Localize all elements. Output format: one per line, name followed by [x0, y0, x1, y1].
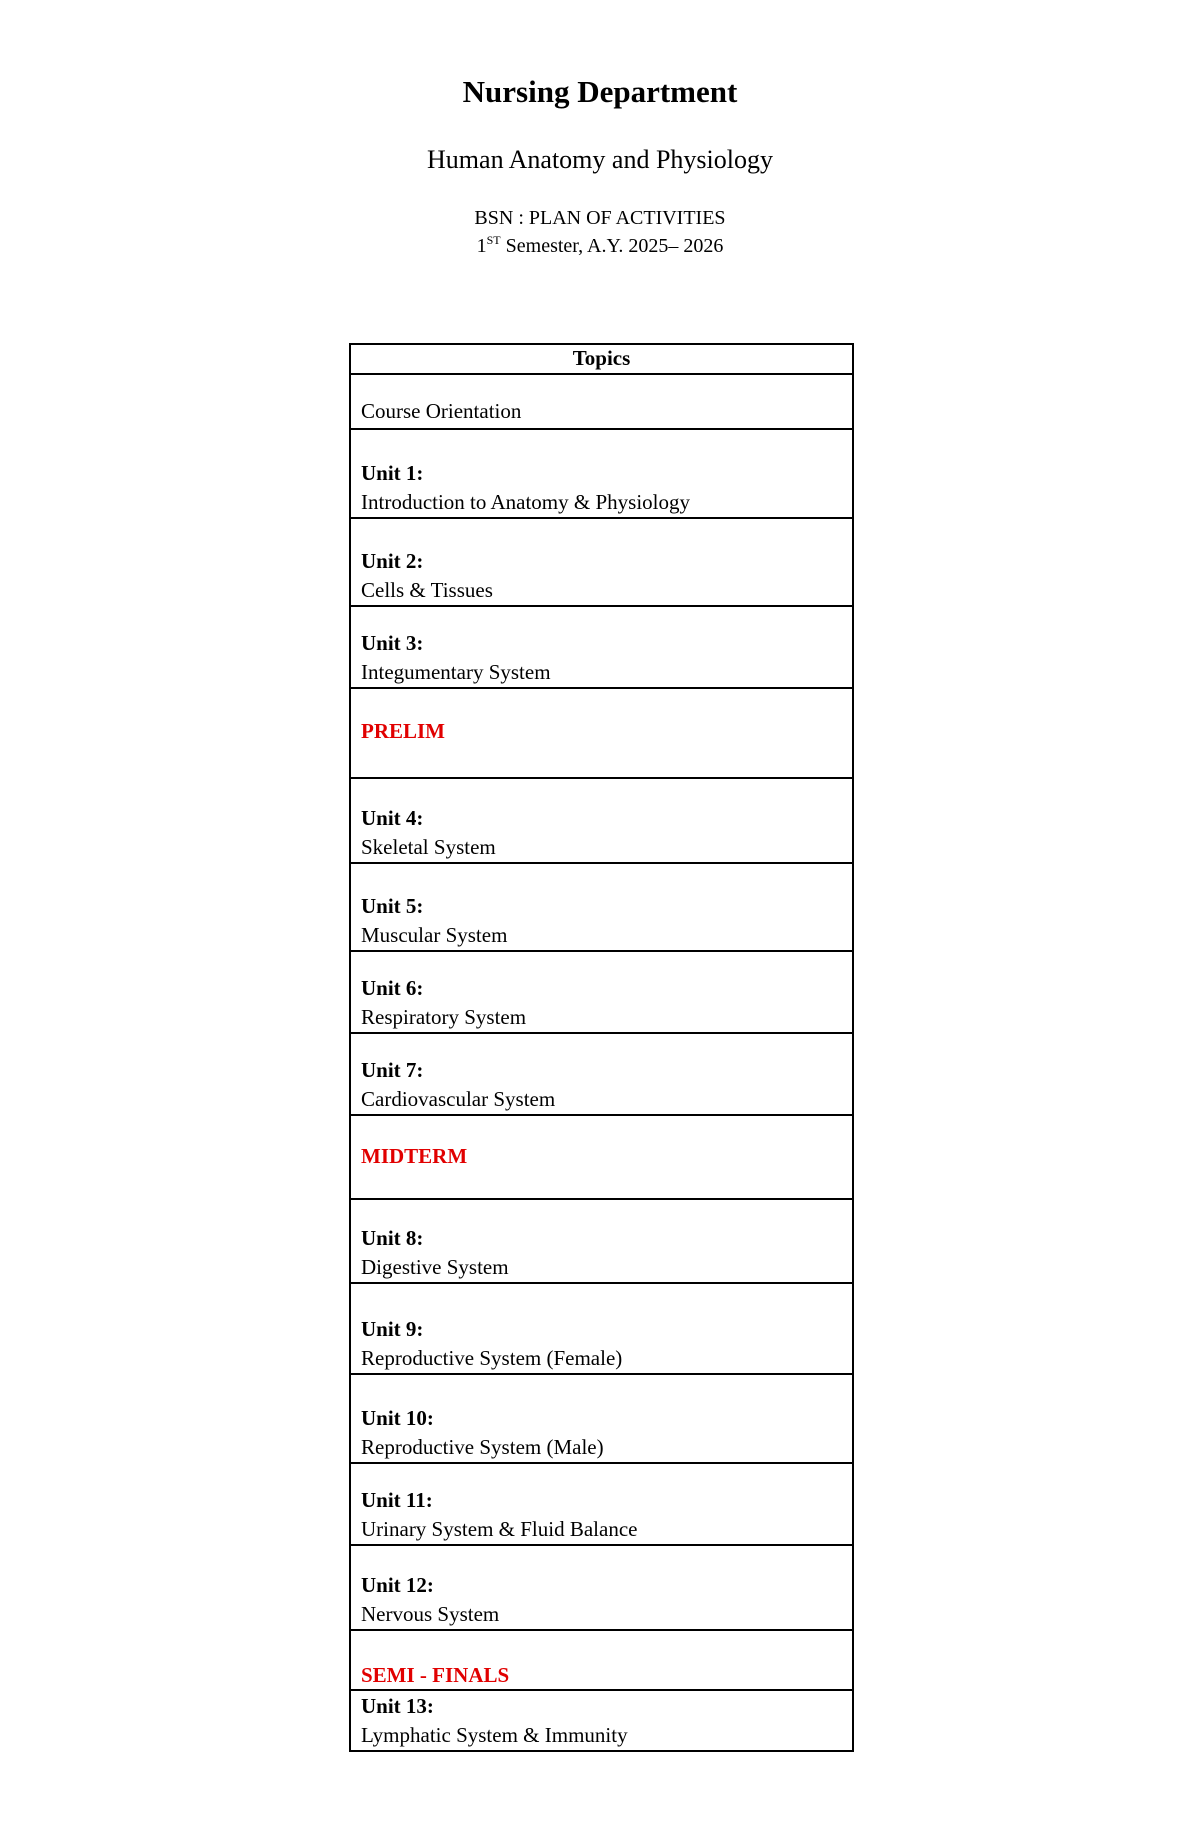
- topics-table: [349, 343, 854, 1752]
- unit-label: Unit 10:: [361, 1406, 434, 1430]
- topic-label: Introduction to Anatomy & Physiology: [361, 490, 690, 514]
- table-header-label: Topics: [572, 346, 631, 370]
- table-row-unit-8: [351, 1200, 852, 1284]
- table-row-unit-1: [351, 430, 852, 519]
- table-row-unit-11: [351, 1464, 852, 1546]
- table-row-unit-2: [351, 519, 852, 607]
- table-row-unit-7: [351, 1034, 852, 1116]
- table-row-unit-13: [351, 1691, 852, 1750]
- semester-line: [0, 235, 1200, 258]
- department-title: Nursing Department: [462, 74, 738, 109]
- topic-label: Skeletal System: [361, 835, 496, 859]
- unit-cell: [361, 974, 526, 1032]
- unit-label: Unit 1:: [361, 461, 424, 485]
- unit-cell: [361, 1404, 604, 1462]
- unit-label: Unit 7:: [361, 1058, 424, 1082]
- unit-label: Unit 9:: [361, 1317, 424, 1341]
- unit-label: Unit 6:: [361, 976, 424, 1000]
- topic-label: Digestive System: [361, 1255, 509, 1279]
- unit-label: Unit 5:: [361, 894, 424, 918]
- table-header: [351, 345, 852, 375]
- topic-label: Muscular System: [361, 923, 508, 947]
- table-row-unit-4: [351, 779, 852, 864]
- unit-cell: [361, 1692, 628, 1750]
- topic-label: Cells & Tissues: [361, 578, 493, 602]
- unit-cell: [361, 1571, 499, 1629]
- topic-label: Lymphatic System & Immunity: [361, 1723, 628, 1747]
- topic-label: Respiratory System: [361, 1005, 527, 1029]
- topic-label: Reproductive System (Female): [361, 1346, 623, 1370]
- table-row-unit-10: [351, 1375, 852, 1464]
- unit-label: Unit 8:: [361, 1226, 424, 1250]
- unit-cell: [361, 629, 551, 687]
- unit-label: Unit 11:: [361, 1488, 433, 1512]
- orientation-cell: [361, 397, 521, 426]
- unit-cell: [361, 459, 690, 517]
- semifinals-label: SEMI - FINALS: [361, 1663, 510, 1687]
- topic-label: Cardiovascular System: [361, 1087, 556, 1111]
- unit-cell: [361, 547, 493, 605]
- topic-label: Nervous System: [361, 1602, 500, 1626]
- unit-cell: [361, 892, 507, 950]
- unit-label: Unit 13:: [361, 1694, 434, 1718]
- table-row-unit-6: [351, 952, 852, 1034]
- table-row-midterm: [351, 1116, 852, 1200]
- semester-number: 1: [476, 235, 487, 257]
- plan-title: BSN : PLAN OF ACTIVITIES: [474, 207, 726, 229]
- topic-label: Reproductive System (Male): [361, 1435, 604, 1459]
- table-row-prelim: [351, 689, 852, 779]
- unit-label: Unit 12:: [361, 1573, 434, 1597]
- midterm-label: MIDTERM: [361, 1144, 468, 1168]
- topic-label: Course Orientation: [361, 399, 522, 423]
- unit-label: Unit 4:: [361, 806, 424, 830]
- unit-cell: [361, 804, 496, 862]
- unit-label: Unit 3:: [361, 631, 424, 655]
- unit-cell: [361, 1486, 637, 1544]
- unit-cell: [361, 1056, 555, 1114]
- table-row-unit-5: [351, 864, 852, 952]
- prelim-label: PRELIM: [361, 719, 445, 743]
- semester-academic-year: Semester, A.Y. 2025– 2026: [500, 235, 724, 257]
- topic-label: Urinary System & Fluid Balance: [361, 1517, 638, 1541]
- table-row-unit-9: [351, 1284, 852, 1375]
- topic-label: Integumentary System: [361, 660, 551, 684]
- semester-ordinal: ST: [486, 233, 501, 247]
- unit-label: Unit 2:: [361, 549, 424, 573]
- table-row-unit-12: [351, 1546, 852, 1631]
- unit-cell: [361, 1224, 509, 1282]
- unit-cell: [361, 1315, 622, 1373]
- table-row-semifinals: [351, 1631, 852, 1691]
- course-title: Human Anatomy and Physiology: [427, 145, 773, 174]
- table-row-orientation: [351, 375, 852, 430]
- table-row-unit-3: [351, 607, 852, 689]
